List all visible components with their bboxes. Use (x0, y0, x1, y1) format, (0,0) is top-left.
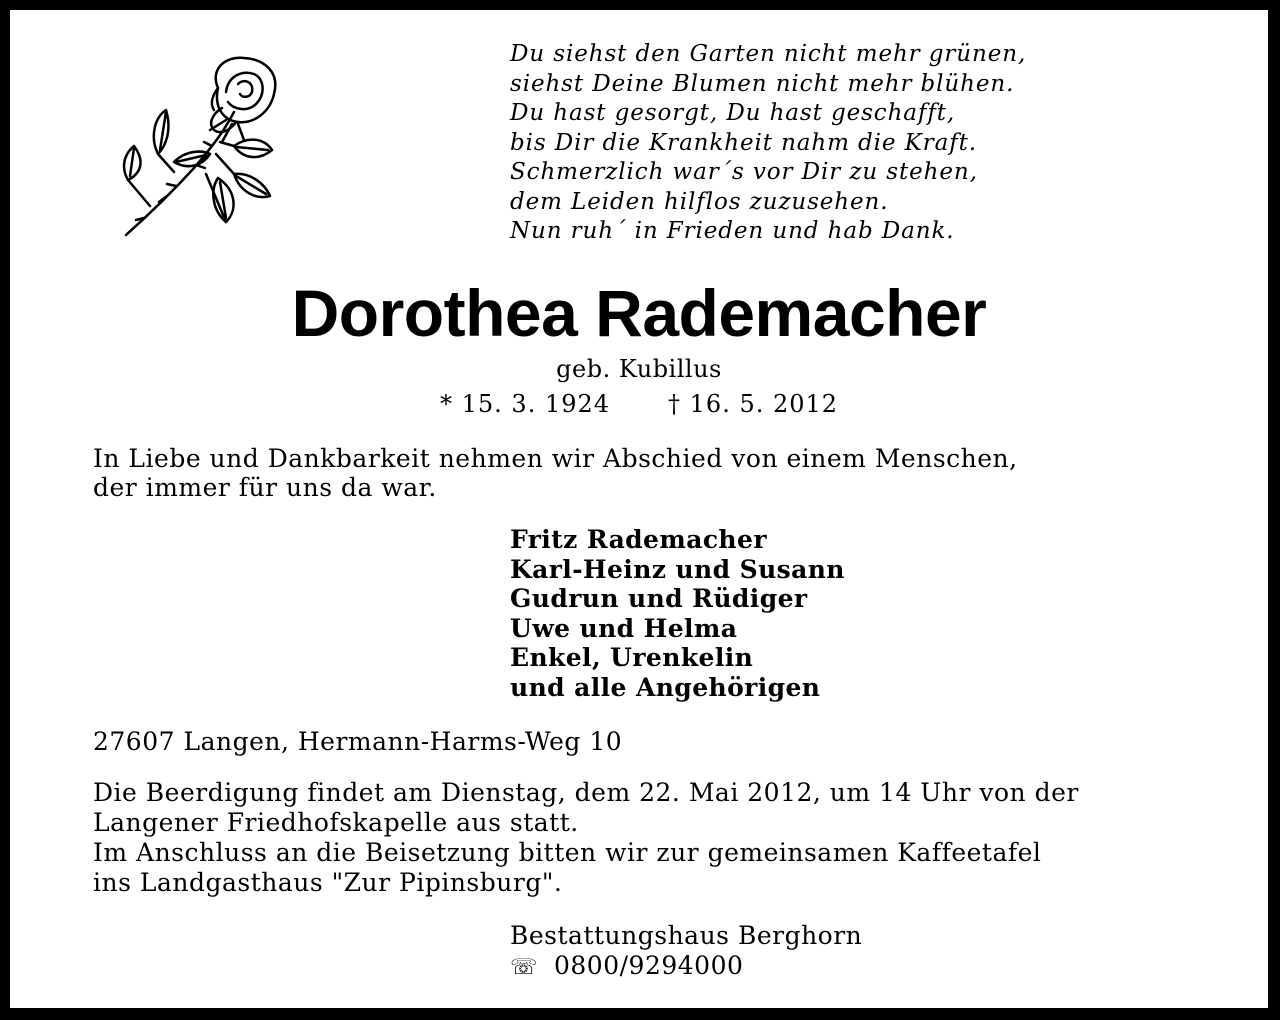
undertaker-phone: 0800/9294000 (554, 951, 744, 980)
funeral-info (93, 778, 1079, 898)
poem-line: Du hast gesorgt, Du hast geschafft, (510, 100, 956, 126)
death-date: † 16. 5. 2012 (668, 390, 839, 418)
mourner-name: Enkel, Urenkelin (510, 643, 754, 673)
poem-line: siehst Deine Blumen nicht mehr blühen. (510, 70, 1015, 97)
birth-name: geb. Kubillus (556, 355, 722, 383)
funeral-line: Die Beerdigung findet am Dienstag, dem 22. Mai 2012, um 14 Uhr von der (93, 778, 1079, 807)
rose-icon (114, 50, 284, 240)
telephone-icon: ☏ (510, 955, 539, 980)
mourner-name: Fritz Rademacher (510, 525, 767, 554)
farewell-text (93, 444, 1018, 502)
obituary-notice (10, 10, 1268, 1008)
address: 27607 Langen, Hermann-Harms-Weg 10 (93, 727, 623, 756)
funeral-line: Im Anschluss an die Beisetzung bitten wir zur gemeinsamen Kaffeetafel (93, 838, 1042, 867)
mourner-name: Karl-Heinz und Susann (510, 554, 845, 584)
mourner-name: und alle Angehörigen (510, 672, 821, 702)
undertaker-phone-row (510, 951, 862, 983)
funeral-line: ins Landgasthaus "Zur Pipinsburg". (93, 868, 563, 897)
farewell-line: In Liebe und Dankbarkeit nehmen wir Abschied von einem Menschen, (93, 444, 1018, 473)
mourner-name: Uwe und Helma (510, 613, 738, 643)
farewell-line: der immer für uns da war. (93, 473, 437, 502)
life-dates (440, 390, 838, 418)
poem-line: bis Dir die Krankheit nahm die Kraft. (510, 129, 977, 156)
undertaker-name: Bestattungshaus Berghorn (510, 921, 863, 950)
undertaker (510, 921, 862, 983)
birth-date: * 15. 3. 1924 (440, 390, 611, 418)
poem-line: Du siehst den Garten nicht mehr grünen, (510, 41, 1027, 67)
mourner-name: Gudrun und Rüdiger (510, 584, 808, 614)
deceased-name: Dorothea Rademacher (291, 276, 987, 350)
mourners-list (510, 525, 845, 703)
poem-line: Nun ruh´ in Frieden und hab Dank. (510, 218, 955, 244)
poem (510, 40, 1026, 247)
funeral-line: Langener Friedhofskapelle aus statt. (93, 808, 579, 837)
poem-line: Schmerzlich war´s vor Dir zu stehen, (510, 159, 978, 185)
poem-line: dem Leiden hilflos zuzusehen. (510, 188, 889, 215)
